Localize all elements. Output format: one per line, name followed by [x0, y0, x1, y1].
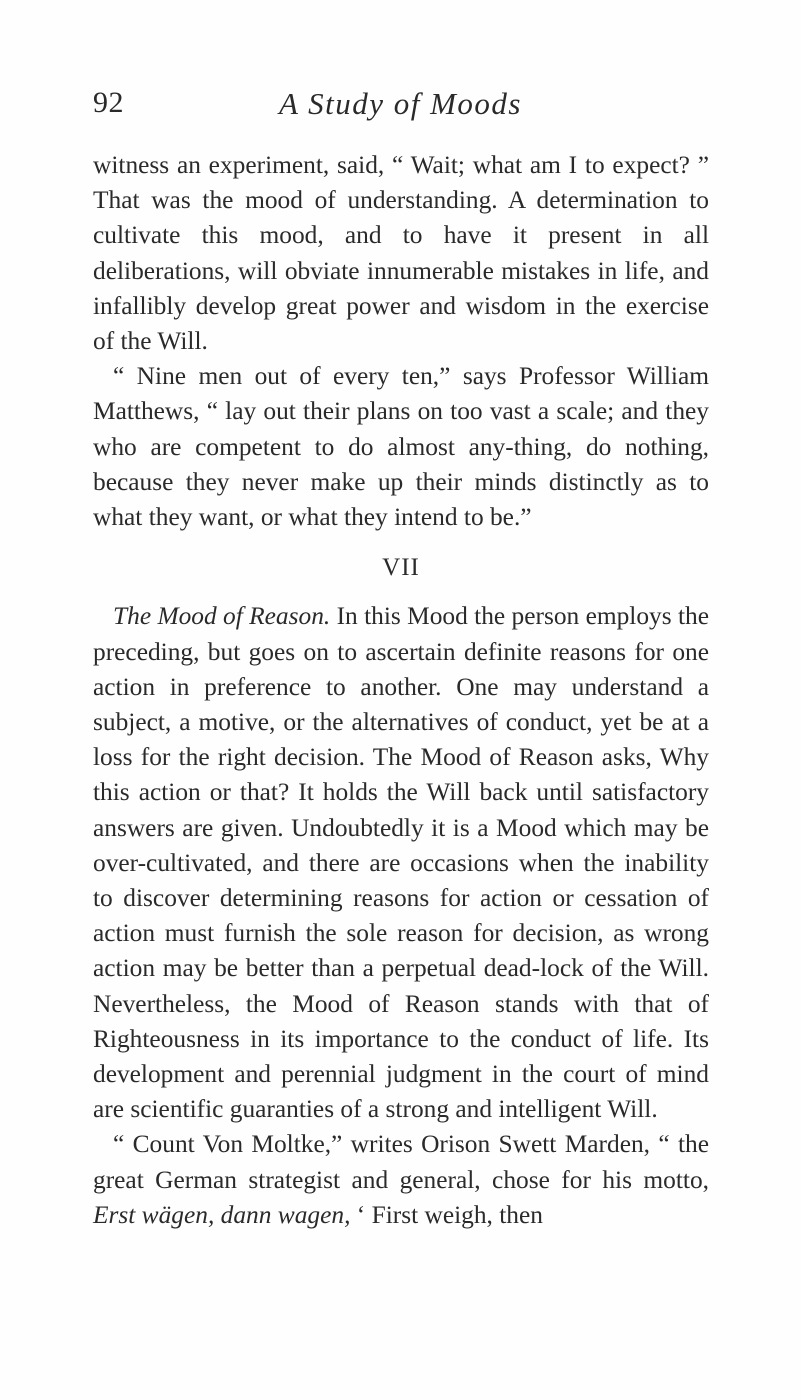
paragraph-matthews-quote: “ Nine men out of every ten,” says Professor William Matthews, “ lay out their plans on too vast a scale; and they who are competent to do almost any-thing, do nothing, because they never make up their minds distinctly as to what they want, or what they intend to be.”	[93, 362, 709, 532]
paragraph-mood-of-reason	[93, 599, 709, 1127]
motto-text: Erst wägen, dann wagen,	[93, 1200, 351, 1229]
page-number: 92	[93, 86, 124, 119]
paragraph-moltke-text: “ Count Von Moltke,” writes Orison Swett Marden, “ the great German strategist and general, chose for his motto,	[93, 1130, 709, 1194]
page-header	[93, 86, 708, 126]
section-title: The Mood of Reason.	[113, 602, 331, 631]
running-title: A Study of Moods	[279, 86, 522, 121]
paragraph-moltke-tail: ‘ First weigh, then	[350, 1200, 543, 1229]
section-number: VII	[382, 554, 420, 582]
paragraph-continuation: witness an experiment, said, “ Wait; what am I to expect? ” That was the mood of understanding. A determination to cultivate this mood, and to have it present in all deliberations, will obviate innumerable mistakes in life, and infallibly develop great power and wisdom in the exercise of the Will.	[93, 151, 709, 356]
paragraph-mood-of-reason-text: In this Mood the person employs the preceding, but goes on to ascertain definite reasons for one action in preference to another. One may understand a subject, a motive, or the alternatives of conduct, yet be at a loss for the right decision. The Mood of Reason asks, Why this action or that? It holds the Will back until satisfactory answers are given. Undoubtedly it is a Mood which may be over-cultivated, and there are occasions when the inability to discover determining reasons for action or cessation of action must furnish the sole reason for decision, as wrong action may be better than a perpetual dead-lock of the Will. Nevertheless, the Mood of Reason stands with that of Righteousness in its importance to the conduct of life. Its development and perennial judgment in the court of mind are scientific guaranties of a strong and intelligent Will.	[93, 602, 709, 1124]
paragraph-moltke-quote	[93, 1127, 709, 1233]
page-body	[93, 148, 709, 1233]
